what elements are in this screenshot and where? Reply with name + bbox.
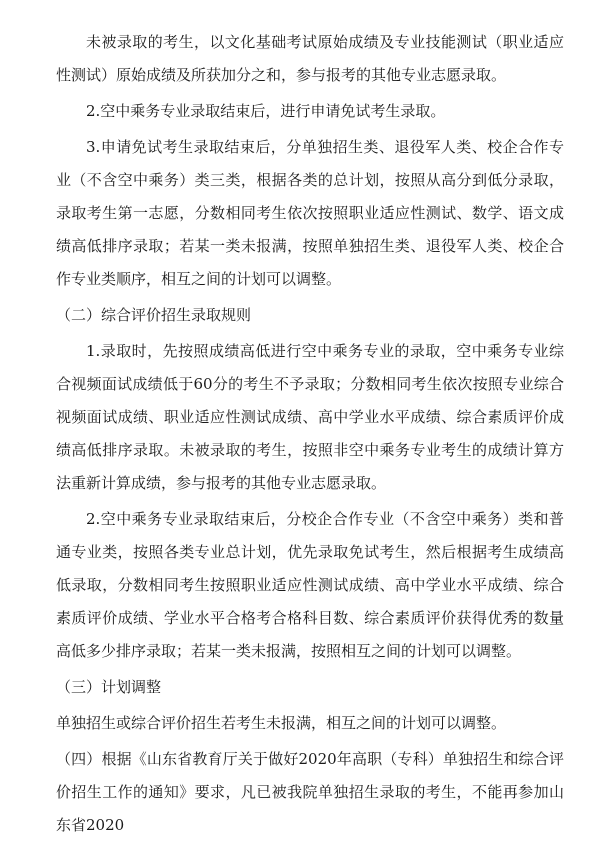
paragraph-plan-adjust: 单独招生或综合评价招生若考生未报满，相互之间的计划可以调整。 (56, 714, 507, 732)
paragraph-unadmitted: 未被录取的考生，以文化基础考试原始成绩及专业技能测试（职业适应性测试）原始成绩及所获加分之和，参与报考的其他专业志愿录取。 (56, 33, 564, 84)
paragraph-rule-2: 2.空中乘务专业录取结束后，进行申请免试考生录取。 (86, 102, 446, 120)
paragraph-rule-3: 3.申请免试考生录取结束后，分单独招生类、退役军人类、校企合作专业（不含空中乘务）类三类，根据各类的总计划，按照从高分到低分录取，录取考生第一志愿，分数相同考生依次按照职业适应性测试、数学、语文成绩高低排序录取；若某一类未报满，按照单独招生类、退役军人类、校企合作专业类顺序，相互之间的计划可以调整。 (56, 138, 564, 288)
section-heading-plan-adjust: （三）计划调整 (56, 678, 162, 696)
paragraph-comprehensive-rule-2: 2.空中乘务专业录取结束后，分校企合作专业（不含空中乘务）类和普通专业类，按照各类专业总计划，优先录取免试考生，然后根据考生成绩高低录取，分数相同考生按照职业适应性测试成绩、高中学业水平成绩、综合素质评价成绩、学业水平合格考合格科目数、综合素质评价获得优秀的数量高低多少排序录取；若某一类未报满，按照相互之间的计划可以调整。 (56, 510, 564, 660)
section-heading-comprehensive: （二）综合评价招生录取规则 (56, 306, 252, 324)
section-heading-notice: （四）根据《山东省教育厅关于做好2020年高职（专科）单独招生和综合评价招生工作的通知》要求，凡已被我院单独招生录取的考生，不能再参加山东省2020 (56, 750, 564, 834)
paragraph-comprehensive-rule-1: 1.录取时，先按照成绩高低进行空中乘务专业的录取，空中乘务专业综合视频面试成绩低于60分的考生不予录取；分数相同考生依次按照专业综合视频面试成绩、职业适应性测试成绩、高中学业水平成绩、综合素质评价成绩高低排序录取。未被录取的考生，按照非空中乘务专业考生的成绩计算方法重新计算成绩，参与报考的其他专业志愿录取。 (56, 342, 564, 492)
